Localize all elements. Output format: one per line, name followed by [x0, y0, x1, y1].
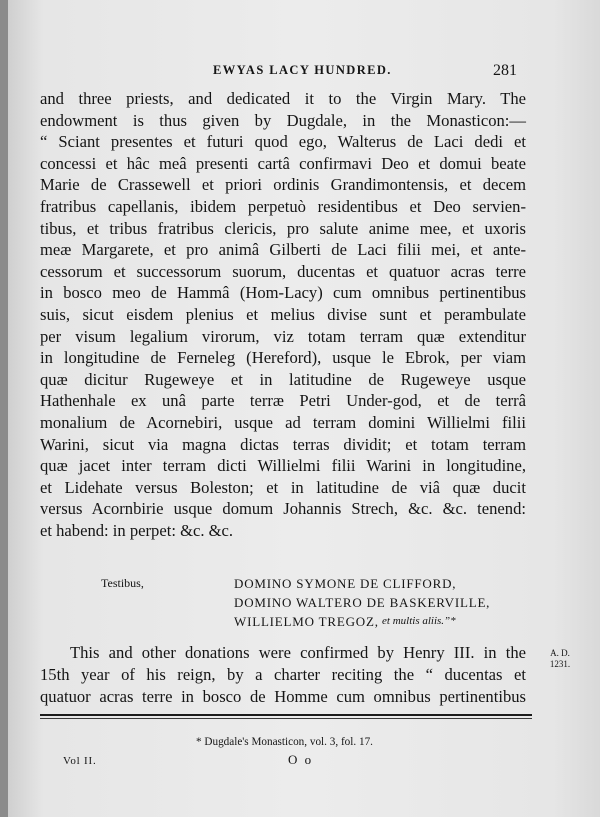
text-line: 15th year of his reign, by a charter reciting the “ ducentas et: [40, 665, 526, 684]
volume-label: Vol II.: [63, 755, 97, 767]
text-line: and three priests, and dedicated it to the Virgin Mary. The: [40, 89, 526, 108]
running-title: EWYAS LACY HUNDRED.: [213, 63, 392, 77]
second-paragraph: [40, 642, 526, 708]
text-line: in longitudine de Ferneleg (Hereford), usque le Ebrok, per viam: [40, 348, 526, 368]
text-line: fratribus capellanis, ibidem perpetuò residentibus et Deo servien-: [40, 196, 526, 216]
witness-row: [101, 593, 541, 612]
margin-note: [535, 648, 585, 670]
main-paragraph: [40, 88, 526, 541]
text-line: This and other donations were confirmed by Henry III. in the: [70, 643, 526, 662]
text-line: monalium de Acornebiri, usque ad terram domini Willielmi filii: [40, 412, 526, 432]
footnote-rule: [40, 714, 532, 716]
text-line: per visum legalium virorum, viz totam terram quæ extenditur: [40, 326, 526, 346]
margin-note-year: 1231.: [549, 659, 571, 669]
witness-row: [101, 574, 541, 593]
text-line: tibus, et tribus fratribus clericis, pro salute anime mee, et uxoris: [40, 218, 526, 238]
text-line: quæ jacet inter terram dicti Willielmi filii Warini in longitudine,: [40, 456, 526, 476]
book-page: [8, 0, 600, 817]
text-line: concessi et hâc meâ presenti cartâ confirmavi Deo et domui beate: [40, 153, 526, 173]
text-line: in bosco meo de Hammâ (Hom-Lacy) cum omnibus pertinentibus: [40, 283, 526, 303]
signature-mark: O o: [288, 752, 314, 767]
text-line: Warini, sicut via magna dictas terras dividit; et totam terram: [40, 434, 526, 454]
page-header: [8, 62, 600, 80]
witness-name: WILLIELMO TREGOZ,: [234, 614, 379, 629]
footnote-rule-thin: [40, 718, 532, 719]
footnote: * Dugdale's Monasticon, vol. 3, fol. 17.: [196, 736, 373, 748]
text-line: versus Acornbirie usque domum Johannis Strech, &c. &c. tenend:: [40, 499, 526, 519]
text-line: suis, sicut eisdem plenius et melius divise sunt et perambulate: [40, 304, 526, 324]
margin-note-era: A. D.: [550, 648, 570, 658]
witness-name: DOMINO WALTERO DE BASKERVILLE,: [234, 595, 491, 610]
witness-list: [101, 574, 541, 631]
text-line: et habend: in perpet: &c. &c.: [40, 520, 234, 540]
witness-label: Testibus,: [101, 576, 144, 590]
witness-row: [101, 612, 541, 631]
text-line: quatuor acras terre in bosco de Homme cum omnibus pertinentibus: [40, 687, 526, 706]
text-line: endowment is thus given by Dugdale, in the Monasticon:—: [40, 110, 526, 130]
text-line: quæ dicitur Rugeweye et in latitudine de Rugeweye usque: [40, 369, 526, 389]
page-number: 281: [493, 62, 517, 79]
text-line: Hathenhale ex unâ parte terræ Petri Under-god, et de terrâ: [40, 391, 526, 411]
text-line: cessorum et successorum suorum, ducentas et quatuor acras terre: [40, 261, 526, 281]
witness-name: DOMINO SYMONE DE CLIFFORD,: [234, 576, 457, 591]
text-line: Marie de Crassewell et priori ordinis Grandimontensis, et decem: [40, 175, 526, 195]
text-line: et Lidehate versus Boleston; et in latitudine de viâ quæ ducit: [40, 477, 526, 497]
text-line: “ Sciant presentes et futuri quod ego, Walterus de Laci dedi et: [40, 132, 526, 152]
text-line: meæ Margarete, et pro animâ Gilberti de Laci filii mei, et ante-: [40, 240, 526, 260]
witness-tail: et multis aliis.”*: [382, 615, 456, 627]
